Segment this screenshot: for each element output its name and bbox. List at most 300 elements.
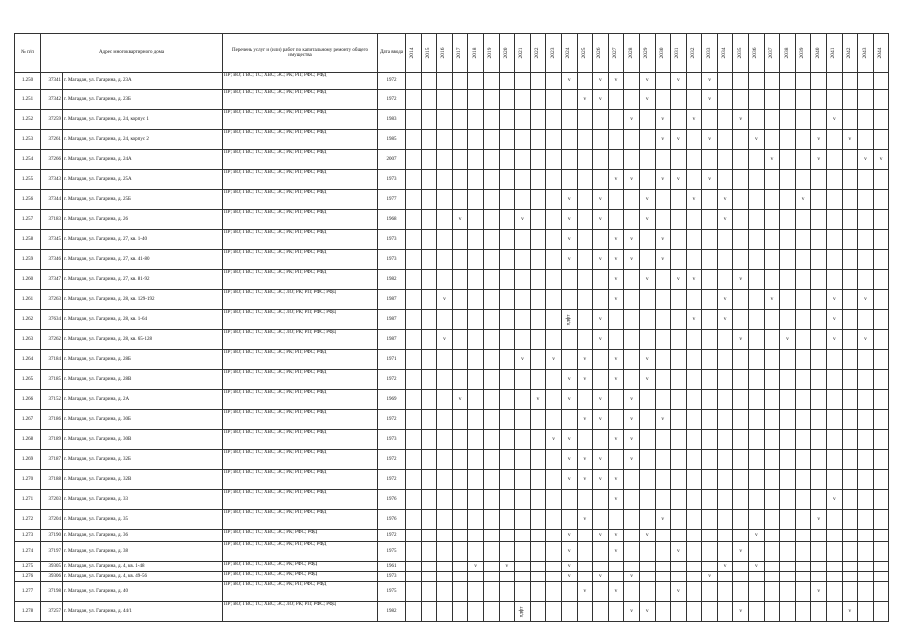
year-cell	[468, 430, 484, 450]
year-built: 1972	[378, 530, 406, 542]
year-cell	[749, 562, 765, 572]
year-cell	[421, 450, 437, 470]
repair-mark: v	[583, 415, 587, 422]
year-cell	[499, 490, 515, 510]
year-cell	[452, 450, 468, 470]
row-number: 1.250	[15, 73, 41, 90]
header-year-label: 2037	[768, 47, 775, 59]
table-row	[15, 170, 889, 190]
year-cell	[811, 310, 827, 330]
year-cell	[686, 73, 702, 90]
house-id: 37184	[41, 350, 63, 370]
year-cell	[468, 210, 484, 230]
year-cell	[499, 572, 515, 582]
year-cell	[437, 582, 453, 602]
year-cell	[811, 210, 827, 230]
year-cell	[858, 390, 874, 410]
house-address: г. Магадан, ул. Гагарина, д. 32В	[63, 470, 223, 490]
year-cell	[811, 350, 827, 370]
year-cell	[717, 190, 733, 210]
year-cell	[452, 470, 468, 490]
year-cell	[468, 330, 484, 350]
year-cell	[858, 450, 874, 470]
year-cell	[561, 90, 577, 110]
year-cell	[406, 290, 422, 310]
header-year-label: 2035	[736, 47, 743, 59]
repair-mark: v	[521, 215, 524, 222]
year-cell	[749, 330, 765, 350]
year-cell	[437, 490, 453, 510]
year-cell	[671, 310, 687, 330]
year-cell	[686, 110, 702, 130]
year-cell	[499, 430, 515, 450]
year-cell	[530, 510, 546, 530]
repair-mark: v	[754, 562, 758, 569]
year-cell	[468, 150, 484, 170]
year-cell	[702, 582, 718, 602]
year-cell	[437, 290, 453, 310]
year-cell	[561, 350, 577, 370]
header-year-label: 2039	[799, 47, 806, 59]
repair-mark: v	[770, 155, 774, 162]
year-cell	[421, 490, 437, 510]
row-number: 1.267	[15, 410, 41, 430]
repair-mark: v	[614, 175, 618, 182]
year-cell	[795, 390, 811, 410]
services-list: ПР; ВО; ГВС; ТС; ХВС; ЭС; РК; РФС; РФД	[223, 530, 378, 542]
year-cell	[499, 530, 515, 542]
year-cell	[468, 530, 484, 542]
year-cell	[452, 370, 468, 390]
year-cell	[515, 390, 531, 410]
year-cell	[530, 170, 546, 190]
repair-mark: v	[599, 255, 602, 262]
year-cell	[577, 510, 593, 530]
year-cell	[468, 390, 484, 410]
house-address: г. Магадан, ул. Гагарина, д. 30В	[63, 430, 223, 450]
header-year-label: 2015	[425, 47, 432, 59]
repair-mark: v	[661, 115, 665, 122]
year-cell	[811, 530, 827, 542]
year-cell	[515, 370, 531, 390]
year-cell	[639, 230, 655, 250]
year-cell	[639, 250, 655, 270]
year-cell	[546, 230, 562, 250]
house-address: г. Магадан, ул. Гагарина, д. 24, корпус 2	[63, 130, 223, 150]
repair-mark: v	[630, 572, 633, 579]
year-cell	[717, 230, 733, 250]
header-year-label: 2032	[690, 47, 697, 59]
services-list: ПР; ВО; ГВС; ТС; ХВС; ЭС; РК; РП; РФС; РФД	[223, 370, 378, 390]
table-row	[15, 130, 889, 150]
year-cell	[499, 450, 515, 470]
year-cell	[795, 542, 811, 562]
year-cell	[795, 250, 811, 270]
year-cell	[671, 110, 687, 130]
year-cell	[873, 190, 889, 210]
year-cell	[530, 190, 546, 210]
year-cell	[749, 602, 765, 622]
year-cell	[811, 510, 827, 530]
repair-mark: v	[832, 115, 836, 122]
year-cell	[655, 542, 671, 562]
year-cell	[483, 572, 499, 582]
year-cell	[671, 290, 687, 310]
year-cell	[515, 270, 531, 290]
year-cell	[795, 510, 811, 530]
year-cell	[873, 510, 889, 530]
year-cell	[499, 90, 515, 110]
year-cell	[749, 542, 765, 562]
year-cell	[780, 430, 796, 450]
year-cell	[795, 150, 811, 170]
year-cell	[593, 110, 609, 130]
year-cell	[515, 410, 531, 430]
year-cell	[749, 73, 765, 90]
year-cell	[468, 572, 484, 582]
row-number: 1.255	[15, 170, 41, 190]
year-cell	[671, 530, 687, 542]
year-cell	[483, 430, 499, 450]
year-cell	[577, 470, 593, 490]
year-cell	[593, 150, 609, 170]
year-cell	[873, 490, 889, 510]
year-cell	[842, 330, 858, 350]
year-cell	[842, 290, 858, 310]
year-cell	[499, 110, 515, 130]
year-cell	[608, 562, 624, 572]
header-year-label: 2029	[643, 47, 650, 59]
year-cell	[483, 602, 499, 622]
year-cell	[639, 150, 655, 170]
year-cell	[515, 90, 531, 110]
year-cell	[780, 310, 796, 330]
header-year-label: 2020	[502, 47, 509, 59]
year-cell	[717, 530, 733, 542]
header-address: Адрес многоквартирного дома	[41, 34, 223, 73]
year-cell	[858, 270, 874, 290]
year-cell	[811, 190, 827, 210]
year-cell	[577, 582, 593, 602]
repair-mark: v	[723, 562, 727, 569]
repair-mark: v	[505, 562, 509, 569]
year-cell	[639, 582, 655, 602]
year-cell	[858, 602, 874, 622]
year-cell	[795, 130, 811, 150]
year-cell	[655, 330, 671, 350]
year-cell	[655, 73, 671, 90]
year-cell	[577, 190, 593, 210]
year-cell	[546, 510, 562, 530]
year-cell	[577, 210, 593, 230]
year-cell	[686, 450, 702, 470]
year-cell	[421, 90, 437, 110]
repair-mark: v	[567, 195, 571, 202]
year-cell	[686, 582, 702, 602]
year-cell	[624, 270, 640, 290]
year-cell	[671, 450, 687, 470]
year-cell	[406, 350, 422, 370]
year-cell	[702, 350, 718, 370]
year-cell	[437, 310, 453, 330]
year-built: 1977	[378, 190, 406, 210]
year-cell	[780, 73, 796, 90]
year-cell	[686, 350, 702, 370]
header-year-label: 2033	[705, 47, 712, 59]
year-cell	[515, 310, 531, 330]
year-cell	[717, 290, 733, 310]
year-cell	[780, 582, 796, 602]
house-id: 37343	[41, 170, 63, 190]
year-cell	[702, 450, 718, 470]
year-cell	[452, 170, 468, 190]
year-cell	[827, 370, 843, 390]
year-cell	[749, 350, 765, 370]
year-cell	[749, 310, 765, 330]
repair-mark: v	[583, 455, 587, 462]
year-cell	[671, 170, 687, 190]
year-cell	[608, 450, 624, 470]
table-row	[15, 430, 889, 450]
year-cell	[749, 470, 765, 490]
year-cell	[452, 290, 468, 310]
house-id: 37347	[41, 270, 63, 290]
year-cell	[671, 542, 687, 562]
year-cell	[546, 410, 562, 430]
year-cell	[468, 542, 484, 562]
row-number: 1.275	[15, 562, 41, 572]
year-cell	[515, 562, 531, 572]
repair-mark: v	[614, 495, 618, 502]
year-cell	[546, 542, 562, 562]
year-cell	[717, 73, 733, 90]
year-cell	[608, 410, 624, 430]
year-cell	[593, 510, 609, 530]
year-cell	[561, 390, 577, 410]
year-cell	[811, 370, 827, 390]
repair-mark: v	[739, 115, 743, 122]
repair-mark: v	[614, 255, 618, 262]
repair-mark: v	[645, 375, 649, 382]
year-cell	[452, 490, 468, 510]
year-cell	[639, 470, 655, 490]
year-cell	[624, 330, 640, 350]
year-cell	[437, 410, 453, 430]
year-cell	[577, 290, 593, 310]
year-cell	[702, 210, 718, 230]
header-year-label: 2022	[534, 47, 541, 59]
table-row	[15, 542, 889, 562]
year-cell	[452, 190, 468, 210]
year-cell	[842, 410, 858, 430]
year-cell	[702, 330, 718, 350]
house-id: 37263	[41, 290, 63, 310]
year-cell	[468, 602, 484, 622]
year-cell	[873, 110, 889, 130]
header-year	[499, 34, 515, 73]
year-cell	[780, 510, 796, 530]
year-cell	[593, 410, 609, 430]
repair-mark: v	[567, 395, 571, 402]
year-cell	[702, 510, 718, 530]
year-cell	[842, 150, 858, 170]
year-cell	[780, 330, 796, 350]
year-cell	[780, 210, 796, 230]
year-cell	[577, 602, 593, 622]
year-cell	[561, 210, 577, 230]
year-cell	[702, 410, 718, 430]
house-id: 37152	[41, 390, 63, 410]
year-cell	[686, 190, 702, 210]
year-cell	[406, 470, 422, 490]
year-cell	[780, 170, 796, 190]
year-cell	[421, 170, 437, 190]
year-cell	[780, 250, 796, 270]
year-cell	[639, 602, 655, 622]
year-cell	[561, 330, 577, 350]
year-cell	[406, 490, 422, 510]
year-cell	[437, 250, 453, 270]
repair-mark: v	[567, 572, 571, 579]
year-cell	[764, 190, 780, 210]
house-address: г. Магадан, ул. Гагарина, д. 30Б	[63, 410, 223, 430]
year-built: 1976	[378, 510, 406, 530]
house-id: 37261	[41, 130, 63, 150]
year-cell	[515, 350, 531, 370]
year-cell	[702, 230, 718, 250]
year-cell	[624, 470, 640, 490]
year-cell	[577, 90, 593, 110]
year-cell	[873, 330, 889, 350]
year-cell	[530, 330, 546, 350]
year-cell	[827, 542, 843, 562]
year-cell	[749, 572, 765, 582]
year-cell	[764, 470, 780, 490]
year-cell	[873, 350, 889, 370]
house-id: 37634	[41, 310, 63, 330]
year-cell	[842, 130, 858, 150]
row-number: 1.268	[15, 430, 41, 450]
repair-mark: v	[521, 355, 524, 362]
house-id: 37341	[41, 73, 63, 90]
year-cell	[671, 370, 687, 390]
year-cell	[749, 150, 765, 170]
year-cell	[717, 210, 733, 230]
year-cell	[546, 190, 562, 210]
year-cell	[764, 602, 780, 622]
year-cell	[483, 270, 499, 290]
year-cell	[780, 542, 796, 562]
year-cell	[406, 310, 422, 330]
repair-mark: v	[599, 531, 602, 538]
year-cell	[421, 110, 437, 130]
year-cell	[421, 390, 437, 410]
header-year	[671, 34, 687, 73]
year-cell	[873, 270, 889, 290]
year-cell	[499, 73, 515, 90]
header-year-label: 2018	[471, 47, 478, 59]
year-cell	[873, 390, 889, 410]
year-cell	[561, 230, 577, 250]
house-id: 37342	[41, 90, 63, 110]
year-cell	[873, 290, 889, 310]
house-id: 37198	[41, 582, 63, 602]
year-cell	[608, 90, 624, 110]
year-cell	[717, 130, 733, 150]
header-year	[624, 34, 640, 73]
year-cell	[437, 190, 453, 210]
year-cell	[608, 602, 624, 622]
year-cell	[593, 190, 609, 210]
year-cell	[764, 270, 780, 290]
services-list: ПР; ВО; ГВС; ТС; ХВС; ЭС; РК; РП; РФС; РФД	[223, 410, 378, 430]
year-cell	[764, 510, 780, 530]
year-cell	[749, 270, 765, 290]
year-cell	[655, 90, 671, 110]
year-cell	[452, 410, 468, 430]
header-year	[702, 34, 718, 73]
services-list: ПР; ВО; ГВС; ТС; ХВС; ЭС; РК; РП; РФС; РФД	[223, 230, 378, 250]
year-cell	[624, 290, 640, 310]
table-row	[15, 150, 889, 170]
table-row	[15, 290, 889, 310]
year-cell	[827, 410, 843, 430]
year-cell	[686, 542, 702, 562]
year-cell	[515, 290, 531, 310]
year-cell	[764, 110, 780, 130]
year-cell	[702, 390, 718, 410]
year-cell	[530, 542, 546, 562]
year-cell	[858, 350, 874, 370]
year-cell	[406, 73, 422, 90]
year-cell	[624, 572, 640, 582]
year-cell	[608, 230, 624, 250]
year-cell	[795, 310, 811, 330]
year-cell	[858, 510, 874, 530]
repair-mark: v	[708, 95, 711, 102]
row-number: 1.257	[15, 210, 41, 230]
repair-mark: v	[614, 375, 618, 382]
year-cell	[639, 370, 655, 390]
house-address: г. Магадан, ул. Гагарина, д. 38	[63, 542, 223, 562]
services-list: ПР; ВО; ГВС; ТС; ХВС; ЭС; РК; РП; РФС; РФД	[223, 73, 378, 90]
year-cell	[608, 430, 624, 450]
repair-mark: v	[708, 77, 711, 84]
year-cell	[515, 250, 531, 270]
header-year	[483, 34, 499, 73]
year-cell	[639, 572, 655, 582]
year-cell	[795, 73, 811, 90]
house-id: 37259	[41, 110, 63, 130]
year-cell	[406, 130, 422, 150]
year-cell	[639, 450, 655, 470]
year-cell	[406, 530, 422, 542]
year-cell	[483, 250, 499, 270]
year-cell	[686, 510, 702, 530]
services-list: ПР; ВО; ГВС; ТС; ХВС; ЭС; РК; РП; РФС; РФД	[223, 130, 378, 150]
year-built: 1972	[378, 73, 406, 90]
year-cell	[764, 290, 780, 310]
year-cell	[702, 490, 718, 510]
year-cell	[406, 90, 422, 110]
year-cell	[421, 410, 437, 430]
year-cell	[671, 390, 687, 410]
year-cell	[733, 250, 749, 270]
year-cell	[764, 73, 780, 90]
year-cell	[749, 190, 765, 210]
repair-mark: v	[645, 275, 649, 282]
year-cell	[749, 170, 765, 190]
